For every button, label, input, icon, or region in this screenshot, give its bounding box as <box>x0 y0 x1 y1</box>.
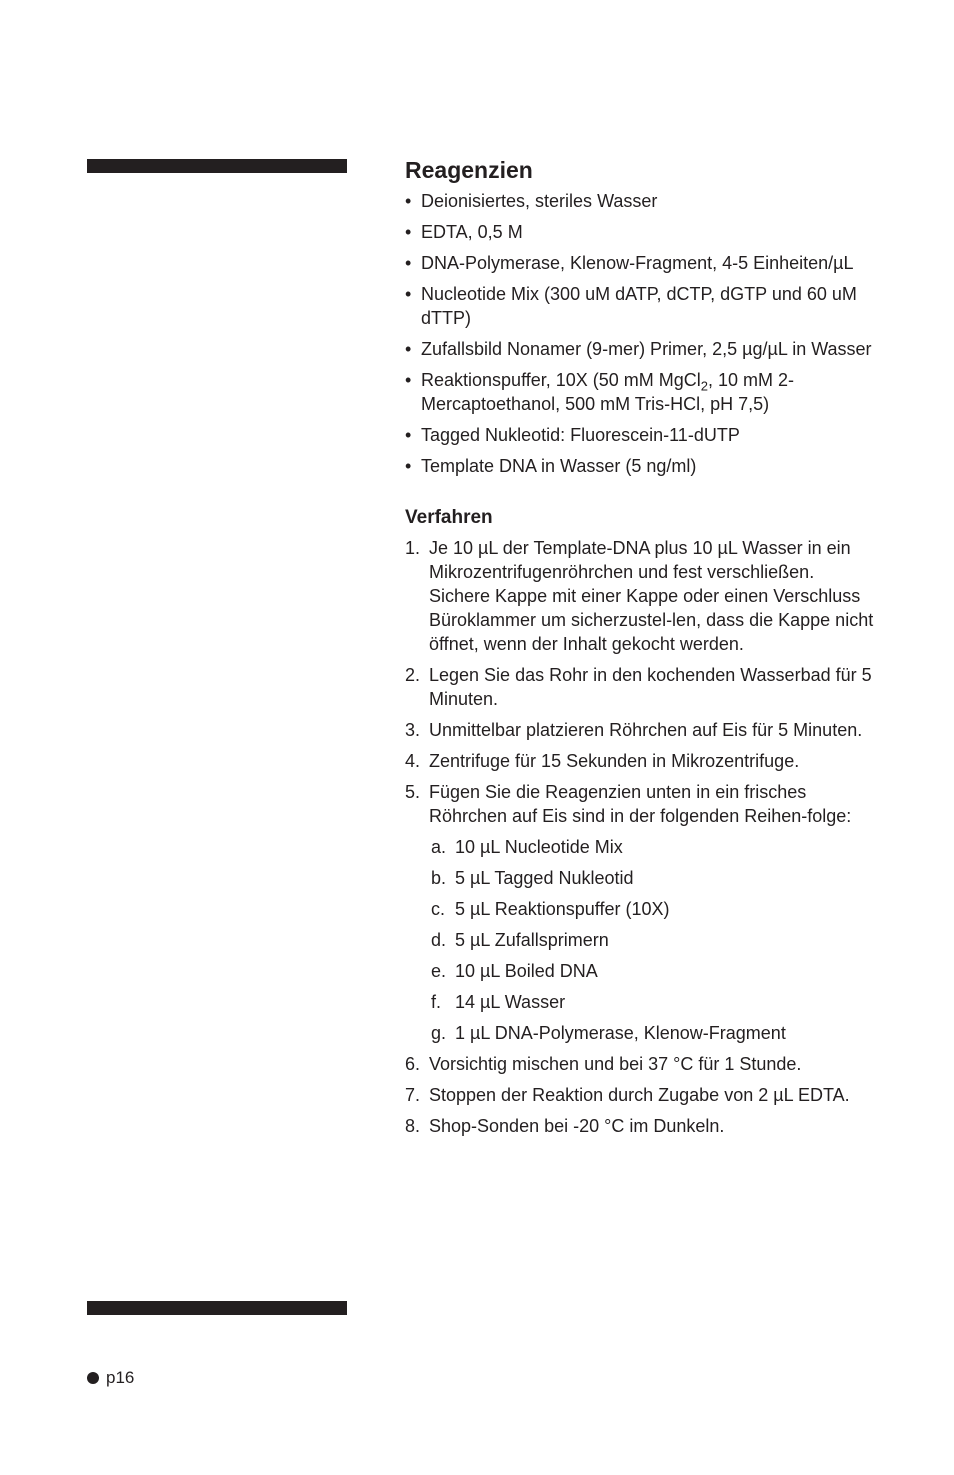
substeps-list <box>429 835 875 1045</box>
step-number: 7. <box>405 1085 421 1105</box>
step-text: Vorsichtig mischen und bei 37 °C für 1 Stunde. <box>429 1054 802 1074</box>
substep-text: 5 µL Reaktionspuffer (10X) <box>455 899 670 919</box>
step-number: 6. <box>405 1054 421 1074</box>
procedure-heading: Verfahren <box>405 507 493 528</box>
step-item <box>405 749 875 773</box>
step-text: Je 10 µL der Template-DNA plus 10 µL Wasser in ein Mikrozentrifugenröhrchen und fest verschließen. Sichere Kappe mit einer Kappe oder einen Verschluss Büroklammer um sicherzustel-len, dass die Kappe nicht öffnet, wenn der Inhalt gekocht werden. <box>429 538 874 654</box>
substep-letter: c. <box>431 899 446 919</box>
step-number: 3. <box>405 720 421 740</box>
substep-item <box>429 959 875 983</box>
step-text: Fügen Sie die Reagenzien unten in ein frisches Röhrchen auf Eis sind in der folgenden Reihen-folge: <box>429 782 852 826</box>
step-text: Stoppen der Reaktion durch Zugabe von 2 µL EDTA. <box>429 1085 850 1105</box>
step-number: 1. <box>405 538 421 558</box>
page-number: p16 <box>106 1368 135 1387</box>
step-text: Zentrifuge für 15 Sekunden in Mikrozentrifuge. <box>429 751 800 771</box>
substep-letter: a. <box>431 837 447 857</box>
substep-text: 14 µL Wasser <box>455 992 566 1012</box>
substep-letter: g. <box>431 1023 447 1043</box>
procedure-steps <box>405 536 875 1138</box>
list-item: • Nucleotide Mix (300 uM dATP, dCTP, dGTP und 60 uM dTTP) <box>405 282 875 330</box>
list-item: • Template DNA in Wasser (5 ng/ml) <box>405 454 875 478</box>
step-item <box>405 780 875 1045</box>
list-item: • EDTA, 0,5 M <box>405 220 875 244</box>
list-item-buffer <box>405 368 875 416</box>
top-decorative-rule <box>87 159 347 173</box>
substep-item <box>429 990 875 1014</box>
bottom-decorative-rule <box>87 1301 347 1315</box>
substep-text: 5 µL Tagged Nukleotid <box>455 868 634 888</box>
step-item <box>405 663 875 711</box>
step-number: 8. <box>405 1116 421 1136</box>
substep-text: 10 µL Nucleotide Mix <box>455 837 623 857</box>
list-item: • Tagged Nukleotid: Fluorescein-11-dUTP <box>405 423 875 447</box>
substep-text: 5 µL Zufallsprimern <box>455 930 609 950</box>
reagents-heading: Reagenzien <box>405 157 533 183</box>
subscript: 2 <box>700 378 709 394</box>
buffer-text-end: , 10 mM 2-Mercaptoethanol, 500 mM Tris-HCl, pH 7,5) <box>421 370 795 414</box>
step-item <box>405 1114 875 1138</box>
page-footer <box>87 1367 134 1389</box>
step-item <box>405 536 875 656</box>
reagents-list <box>405 189 875 478</box>
bullet-dot-icon <box>87 1372 99 1384</box>
list-item: • DNA-Polymerase, Klenow-Fragment, 4-5 Einheiten/µL <box>405 251 875 275</box>
list-item: • Zufallsbild Nonamer (9-mer) Primer, 2,5 µg/µL in Wasser <box>405 337 875 361</box>
substep-letter: d. <box>431 930 447 950</box>
list-item: • Deionisiertes, steriles Wasser <box>405 189 875 213</box>
substep-item <box>429 866 875 890</box>
step-item <box>405 1052 875 1076</box>
buffer-text-start: Reaktionspuffer, 10X (50 mM MgCl <box>421 370 701 390</box>
substep-text: 1 µL DNA-Polymerase, Klenow-Fragment <box>455 1023 786 1043</box>
step-item <box>405 718 875 742</box>
step-text: Unmittelbar platzieren Röhrchen auf Eis für 5 Minuten. <box>429 720 863 740</box>
step-item <box>405 1083 875 1107</box>
step-number: 4. <box>405 751 421 771</box>
substep-item <box>429 928 875 952</box>
step-number: 5. <box>405 782 421 802</box>
substep-letter: f. <box>431 992 442 1012</box>
step-text: Shop-Sonden bei -20 °C im Dunkeln. <box>429 1116 725 1136</box>
substep-item <box>429 897 875 921</box>
substep-item <box>429 1021 875 1045</box>
step-text: Legen Sie das Rohr in den kochenden Wasserbad für 5 Minuten. <box>429 665 872 709</box>
step-number: 2. <box>405 665 421 685</box>
substep-item <box>429 835 875 859</box>
substep-letter: b. <box>431 868 447 888</box>
substep-text: 10 µL Boiled DNA <box>455 961 598 981</box>
substep-letter: e. <box>431 961 447 981</box>
main-content <box>405 156 875 1145</box>
